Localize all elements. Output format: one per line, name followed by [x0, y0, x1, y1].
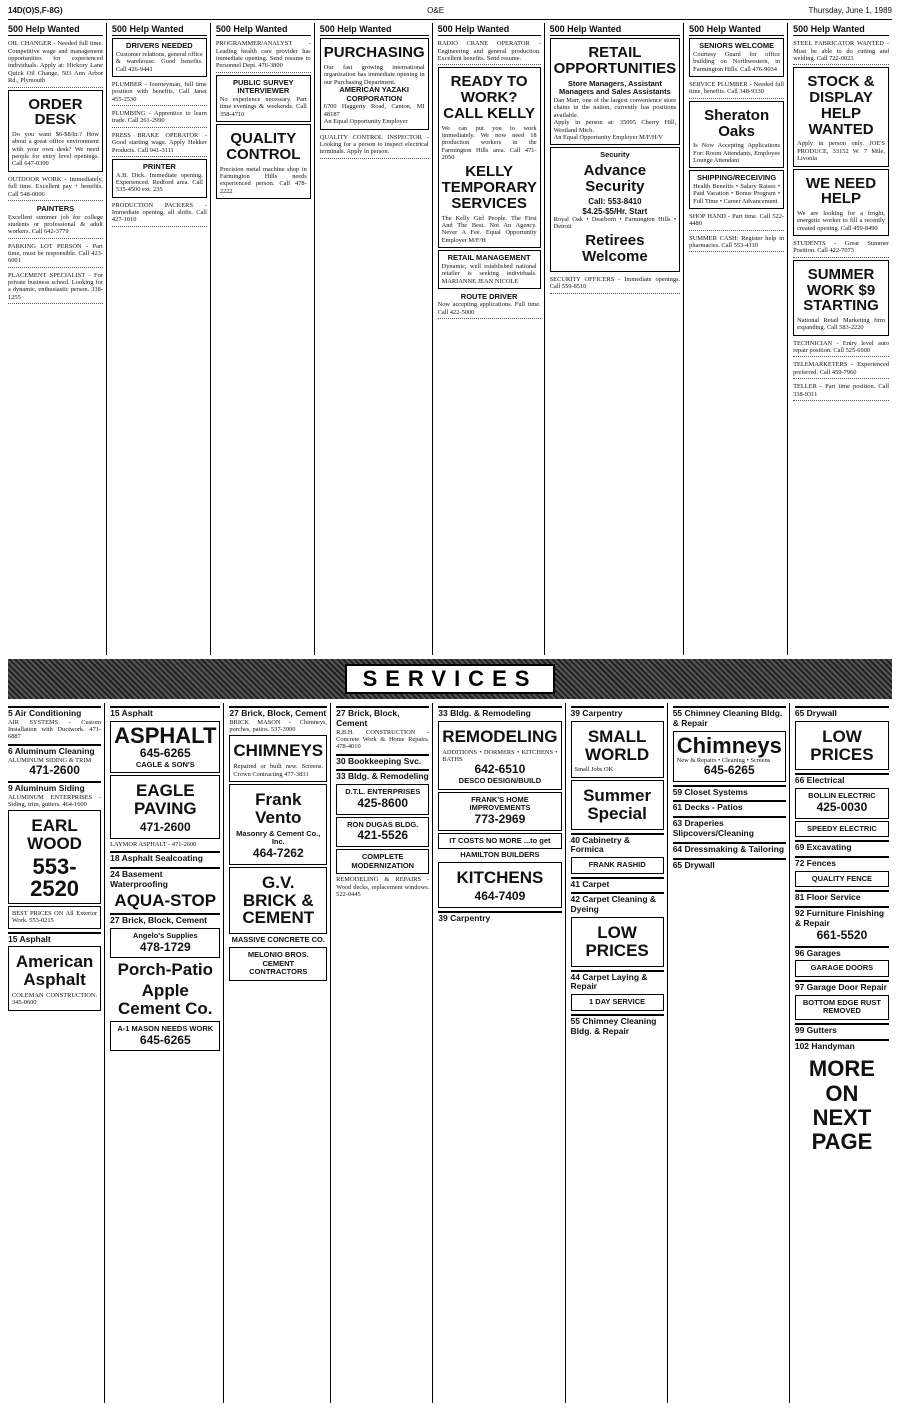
ad-phone: Call: 553-8410 [588, 197, 642, 207]
ad-text: No experience necessary. Part time evenings & weekends. Call 358-4710 [219, 96, 307, 118]
ad-headline: CHIMNEYS [233, 741, 324, 761]
service-category: 27 Brick, Block, Cement [336, 706, 429, 729]
classified-ad [438, 833, 561, 850]
classified-ad [8, 241, 103, 268]
service-category: 59 Closet Systems [673, 785, 786, 798]
ad-headline: Porch-Patio [117, 960, 213, 980]
ad-phone: 425-0030 [816, 799, 868, 814]
ad-text: Dynamic, well established national retailer is seeking individuals. MARIANNE JEAN NICOLE [441, 262, 537, 285]
classified-ad [438, 38, 541, 65]
service-category: 9 Aluminum Siding [8, 781, 101, 794]
ad-text: SUMMER CASH: Register help in pharmacies. Call 553-4110 [689, 234, 785, 250]
issue-date: Thursday, June 1, 1989 [808, 6, 892, 15]
ad-headline: Summer Special [583, 785, 652, 823]
ad-headline: Retirees Welcome [582, 232, 648, 266]
service-category: 92 Furniture Finishing & Repair [795, 906, 889, 929]
ad-text: LAYMOR ASPHALT - 471-2600 [110, 840, 197, 848]
service-category: 15 Asphalt [8, 932, 101, 945]
ad-headline: AQUA-STOP [114, 891, 217, 911]
classified-ad [110, 721, 220, 773]
ad-text: Royal Oak • Dearborn • Farmington Hills • Detroit [553, 215, 677, 231]
classified-ad [438, 721, 561, 790]
ad-title: PAINTERS [36, 203, 75, 213]
classified-ad [216, 124, 311, 199]
service-category: 69 Excavating [795, 840, 889, 853]
classified-ad [438, 250, 541, 289]
ad-text: COLEMAN CONSTRUCTION. 345-0600 [12, 992, 98, 1007]
ad-text: SHOP HAND - Part time. Call 522-4480 [689, 213, 785, 228]
column-header: 500 Help Wanted [550, 23, 681, 36]
ad-headline: SUMMER WORK $9 STARTING [803, 265, 879, 315]
column-header: 500 Help Wanted [438, 23, 541, 36]
ad-text: We can put you to work immediately. We now need 18 production workers in the Farmington Hills area. Call 471-2050 [441, 124, 537, 162]
ad-title: DRIVERS NEEDED [126, 41, 193, 51]
ad-text: Customer relations, general office & warehouse. Good benefits. Call 426-9441 [115, 50, 203, 73]
classified-ad [110, 928, 220, 958]
classified-ad [8, 906, 101, 929]
column-header: 500 Help Wanted [793, 23, 889, 36]
ad-text: PLUMBER - Journeyman, full time position with benefits. Call Janet 455-2530 [111, 81, 207, 103]
classified-ad [793, 338, 889, 358]
ad-headline: WE NEED HELP [806, 174, 877, 208]
classified-ad [689, 79, 784, 99]
ad-headline: RON DUGAS BLDG. [347, 819, 419, 829]
publication-name: O&E [427, 6, 445, 15]
ad-title: SENIORS WELCOME [699, 41, 775, 51]
ad-text: RADIO CRANE OPERATOR - Engineering and general production. Excellent benefits. Send resume. [437, 40, 541, 63]
ad-text: Our fast growing international organization has immediate opening in our Purchasing Department. [323, 64, 425, 86]
services-column-8 [795, 703, 892, 1403]
ad-text: PRODUCTION PACKERS - Immediate opening, all shifts. Call 427-1010 [111, 201, 207, 224]
service-category: 96 Garages [795, 946, 889, 959]
ad-headline: QUALITY CONTROL [226, 130, 301, 163]
ad-text: STUDENTS - Great Summer Position. Call 422-7073 [793, 240, 889, 255]
service-category: 39 Carpentry [438, 911, 561, 924]
classified-ad [571, 780, 664, 830]
ad-title: AMERICAN YAZAKI CORPORATION [339, 85, 409, 103]
ad-phone: 471-2600 [139, 819, 191, 834]
classified-ad [8, 203, 103, 239]
classified-ad [793, 381, 889, 401]
ad-text: BEST PRICES ON All Exterior Work. 553-0215 [12, 909, 98, 925]
service-category: 39 Carpentry [571, 706, 664, 719]
ad-headline: G.V. BRICK & CEMENT [242, 872, 315, 928]
ad-headline: FRANK'S HOME IMPROVEMENTS [469, 794, 531, 813]
ad-phone: 645-6265 [139, 745, 191, 760]
ad-text: ALUMINUM ENTERPRISES - Siding, trim, gutters. 464-1600 [8, 793, 102, 808]
service-category: 97 Garage Door Repair [795, 980, 889, 993]
help-wanted-column-4 [320, 23, 433, 655]
ad-text: PROGRAMMER/ANALYST - Leading health care provider has immediate opening. Send resume to Personnel Dept. 476-3800 [215, 40, 311, 70]
ad-phone: 478-1729 [139, 939, 191, 954]
ad-text: Small Jobs OK [574, 766, 614, 774]
classified-ad [229, 735, 327, 782]
ad-headline: D.T.L. ENTERPRISES [345, 787, 421, 797]
ad-headline: American Asphalt [15, 952, 94, 990]
classified-ad [8, 174, 103, 201]
classified-ad [793, 238, 889, 258]
ad-text: BRICK MASON - Chimneys, porches, patios. 537-3900 [229, 718, 328, 734]
column-header: 500 Help Wanted [320, 23, 429, 36]
classified-ad [795, 721, 889, 771]
classified-ad [795, 871, 889, 888]
classified-ad [112, 108, 207, 128]
ad-text: R.B.H. CONSTRUCTION - Concrete Work & Home Repairs. 478-4010 [336, 728, 430, 751]
ad-phone: 471-2600 [29, 762, 80, 777]
ad-headline: Angelo's Supplies [132, 930, 198, 940]
classified-ad [112, 38, 207, 77]
ad-text: Precision metal machine shop in Farmington Hills needs experienced person. Call 478-2222 [219, 165, 307, 195]
ad-text: National Retail Marketing firm expanding. Call 583-2220 [797, 317, 885, 332]
ad-headline: LOW PRICES [585, 922, 649, 960]
services-column-3 [229, 703, 331, 1403]
ad-text: AIR SYSTEMS - Custom Installation with Ductwork. 471-6887 [8, 718, 102, 741]
classified-ad [438, 291, 541, 319]
ad-text: STEEL FABRICATOR WANTED - Must be able to do cutting and welding. Call 722-0023 [793, 40, 889, 63]
classified-ad [112, 130, 207, 157]
classified-ad [571, 721, 664, 778]
service-category: 5 Air Conditioning [8, 706, 101, 719]
ad-text: Dan Marr, one of the largest convenience store chains in the nation, currently has positions available. [553, 97, 677, 119]
ad-phone: 773-2969 [474, 812, 526, 826]
classified-ad [320, 132, 429, 159]
ad-headline: SMALL WORLD [585, 726, 650, 764]
ad-text: Apply in person at: 35005 Cherry Hill, Westland Mich. [553, 119, 677, 134]
classified-ad [793, 67, 889, 166]
ad-headline: BOLLIN ELECTRIC [808, 791, 876, 801]
service-category: 33 Bldg. & Remodeling [336, 771, 429, 782]
ad-title: DESCO DESIGN/BUILD [458, 776, 542, 786]
ad-headline: Advance Security [583, 161, 647, 195]
ad-text: PARKING LOT PERSON - Part time, must be responsible. Call 423-6001 [8, 242, 103, 265]
ad-text: Do you want $6-$8/hr.? How about a great office environment with your own desk? We need people for entry level openings. Call 647-0300 [12, 131, 99, 168]
classified-ad [795, 788, 889, 818]
services-section [8, 703, 892, 1403]
ad-text: New & Repairs • Cleaning • Screens [676, 756, 771, 764]
ad-headline: BOTTOM EDGE RUST REMOVED [802, 997, 882, 1016]
classified-ad [438, 67, 541, 248]
help-wanted-column-8 [793, 23, 892, 655]
classified-ad [550, 38, 681, 145]
ad-text: 6700 Haggerty Road, Canton, MI 48187 [323, 103, 425, 118]
ad-headline: RETAIL OPPORTUNITIES [553, 44, 677, 78]
ad-headline: Sheraton Oaks [704, 106, 770, 140]
service-category: 65 Drywall [673, 858, 786, 871]
ad-headline: FRANK RASHID [588, 860, 646, 870]
service-category: 102 Handyman [795, 1039, 889, 1052]
column-header: 500 Help Wanted [112, 23, 207, 36]
ad-headline: EAGLE PAVING [133, 781, 197, 819]
service-category: 30 Bookkeeping Svc. [336, 754, 429, 767]
service-category: 41 Carpet [571, 877, 664, 890]
classified-ad [229, 784, 327, 865]
ad-text: Now accepting applications. Full time. Call 422-5000 [437, 301, 541, 316]
ad-headline: STOCK & DISPLAY HELP WANTED [807, 73, 875, 138]
services-column-4 [336, 703, 433, 1403]
ad-title: RETAIL MANAGEMENT [447, 253, 531, 263]
ad-headline: READY TO WORK? CALL KELLY [443, 73, 535, 122]
service-category: 61 Decks - Patios [673, 800, 786, 813]
ad-headline: Apple Cement Co. [118, 981, 213, 1019]
ad-headline: LOW PRICES [810, 726, 874, 764]
ad-headline: EARL WOOD [27, 816, 82, 854]
ad-headline: MELONIO BROS. CEMENT CONTRACTORS [247, 949, 309, 977]
classified-ad [8, 810, 101, 904]
classified-ad [689, 211, 784, 231]
service-category: 66 Electrical [795, 773, 889, 786]
classified-ad [8, 946, 101, 1010]
ad-text: PRESS BRAKE OPERATOR - Good starting wage. Apply Hekker Products. Call 941-3111 [111, 131, 207, 154]
help-wanted-column-2 [112, 23, 211, 655]
service-category: 65 Drywall [795, 706, 889, 719]
ad-phone: 553-2520 [30, 853, 80, 901]
ad-headline: Chimneys [676, 732, 782, 758]
classified-ad [550, 274, 681, 294]
service-category: 63 Draperies Slipcovers/Cleaning [673, 816, 786, 839]
classified-ad [216, 38, 311, 72]
classified-ad [229, 947, 327, 981]
services-column-5 [438, 703, 565, 1403]
ad-title: Security [600, 150, 630, 160]
classified-ad [689, 101, 784, 169]
more-on-next-page: MORE ON NEXT PAGE [808, 1056, 875, 1155]
ad-headline: HAMILTON BUILDERS [460, 850, 540, 860]
ad-phone: 645-6265 [703, 762, 755, 777]
ad-text: SECURITY OFFICERS - Immediate openings. Call 559-8510 [549, 275, 681, 291]
service-category: 55 Chimney Cleaning Bldg. & Repair [673, 706, 786, 729]
ad-text: ADDITIONS • DORMERS • KITCHENS • BATHS [442, 748, 558, 763]
ad-text: Health Benefits • Salary Raises • Paid Vacation • Bonus Program • Full Time • Career Advancement [693, 182, 781, 205]
classified-ad [216, 75, 311, 122]
service-category: 99 Gutters [795, 1023, 889, 1036]
ad-rate: $4.25-$5/Hr. Start [582, 206, 648, 216]
ad-text: A.B. Dick. Immediate opening. Experienced. Redford area. Call 535-4500 ext. 235 [115, 171, 203, 194]
classified-ad [550, 147, 681, 272]
ad-text: Apply in person only. JOE'S PRODUCE, 33152 W. 7 Mile, Livonia [797, 140, 885, 163]
help-wanted-column-6 [550, 23, 685, 655]
service-category: 55 Chimney Cleaning Bldg. & Repair [571, 1014, 664, 1037]
services-column-6 [571, 703, 668, 1403]
classified-ad [673, 731, 786, 782]
ad-text: SERVICE PLUMBER - Needed full time, benefits. Call 348-9330 [689, 81, 785, 96]
ad-title: PUBLIC SURVEY INTERVIEWER [232, 77, 294, 96]
classified-ad [795, 960, 889, 977]
classified-ad [112, 79, 207, 106]
masthead [8, 6, 892, 20]
ad-headline: A-1 MASON NEEDS WORK [117, 1023, 214, 1033]
ad-title: ROUTE DRIVER [460, 291, 518, 301]
classified-ad [689, 233, 784, 253]
classified-ad [8, 270, 103, 304]
classified-ad [110, 775, 220, 838]
ad-text: The Kelly Girl People. The First And The Best. Not An Agency. Never A Fee. Equal Opportunity Employer M/F/H [441, 214, 537, 244]
classified-ad [320, 38, 429, 129]
help-wanted-column-3 [216, 23, 315, 655]
ad-text: Repaired or built new. Screens. Crown Contracting 477-3831 [233, 763, 324, 778]
ad-headline: ASPHALT [114, 722, 217, 748]
classified-ad [438, 792, 561, 831]
ad-phone: 421-5526 [357, 828, 409, 843]
ad-headline: SPEEDY ELECTRIC [806, 823, 877, 833]
classified-ad [571, 917, 664, 967]
service-category: 18 Asphalt Sealcoating [110, 851, 220, 864]
classified-ad [110, 1021, 220, 1051]
classified-ad [229, 867, 327, 935]
service-category: 24 Basement Waterproofing [110, 867, 220, 890]
classified-ad [793, 38, 889, 65]
classified-ad [795, 821, 889, 838]
ad-headline: Frank Vento [255, 790, 302, 827]
section-code: 14D(O)S,F-8G) [8, 6, 63, 15]
classified-ad [336, 784, 429, 814]
classified-ad [438, 862, 561, 908]
ad-headline: QUALITY FENCE [811, 873, 873, 883]
ad-text: ALUMINUM SIDING & TRIM [8, 756, 92, 764]
ad-text: An Equal Opportunity Employer [323, 118, 408, 126]
ad-text: OUTDOOR WORK - Immediately, full time. Excellent pay + benefits. Call 548-0006 [8, 175, 103, 198]
ad-phone: 645-6265 [139, 1032, 191, 1047]
ad-text: TECHNICIAN - Entry level auto repair position. Call 525-6900 [793, 339, 889, 355]
ad-title: Masonry & Cement Co., Inc. [236, 828, 321, 847]
classified-ad [8, 38, 103, 87]
classified-ad [336, 849, 429, 874]
help-wanted-column-5 [438, 23, 545, 655]
ad-title: SHIPPING/RECEIVING [697, 173, 777, 183]
classified-ad [336, 817, 429, 847]
classified-ad [112, 159, 207, 198]
services-banner [8, 659, 892, 699]
ad-text: Is Now Accepting Applications For: Room Attendants, Employee Lounge Attendant [693, 142, 781, 164]
classified-ad [689, 170, 784, 209]
classified-ad [795, 995, 889, 1020]
classified-ad [793, 260, 889, 336]
ad-text: We are looking for a bright, energetic worker to fill a recently created opening. Call 459-8490 [797, 210, 885, 232]
ad-text: OIL CHANGER - Needed full time. Competitive wage and management opportunities for experienced individuals. Apply at: Hickory Lane Quick Oil Change, 503 Ann Arbor Rd., Plymouth [8, 40, 103, 85]
ad-text: TELLER - Part time position. Call 338-9311 [793, 383, 889, 398]
ad-headline: REMODELING [442, 726, 558, 746]
ad-headline: PURCHASING [323, 44, 425, 62]
service-category: 33 Bldg. & Remodeling [438, 706, 561, 719]
ad-headline: MASSIVE CONCRETE CO. [231, 935, 325, 945]
services-column-1 [8, 703, 105, 1403]
ad-headline: ORDER DESK [28, 95, 83, 129]
services-column-2 [110, 703, 224, 1403]
services-banner-title: SERVICES [345, 664, 556, 693]
ad-text: Courtesy Guard for office building on Northwestern, in Farmington Hills. Call 476-9034 [693, 50, 781, 73]
ad-phone: 464-7262 [252, 845, 304, 860]
classified-ad [571, 994, 664, 1011]
ad-title: PRINTER [142, 161, 176, 171]
classified-ad [793, 359, 889, 379]
ad-phone: 425-8600 [357, 795, 409, 810]
classified-ad [793, 169, 889, 237]
service-category: 27 Brick, Block, Cement [229, 708, 327, 718]
ad-headline: KELLY TEMPORARY SERVICES [441, 163, 537, 212]
classified-ad [571, 857, 664, 874]
ad-text: PLUMBING - Apprentice to learn trade. Call 261-2990 [111, 110, 207, 125]
column-header: 500 Help Wanted [216, 23, 311, 36]
ad-headline: IT COSTS NO MORE ...to get [449, 835, 551, 845]
help-wanted-column-7 [689, 23, 788, 655]
ad-text: Excellent summer job for college students or professional & adult workers. Call 642-3779 [8, 213, 103, 236]
ad-text: An Equal Opportunity Employer M/F/H/V [553, 133, 663, 141]
service-category: 27 Brick, Block, Cement [110, 913, 220, 926]
column-header: 500 Help Wanted [8, 23, 103, 36]
ad-phone: 464-7409 [474, 888, 526, 903]
ad-headline: GARAGE DOORS [810, 963, 874, 973]
ad-headline: KITCHENS [456, 868, 544, 888]
service-category: 81 Floor Service [795, 890, 889, 903]
ad-phone: 661-5520 [816, 927, 868, 942]
ad-text: QUALITY CONTROL INSPECTOR - Looking for a person to inspect electrical terminals. Apply in person. [319, 133, 429, 156]
help-wanted-column-1 [8, 23, 107, 655]
ad-title: Store Managers, Assistant Managers and Sales Assistants [558, 78, 671, 97]
services-column-7 [673, 703, 790, 1403]
classified-ad [8, 90, 103, 172]
service-category: 42 Carpet Cleaning & Dyeing [571, 892, 664, 915]
ad-headline: COMPLETE MODERNIZATION [351, 851, 415, 870]
ad-text: PLACEMENT SPECIALIST - For private business school. Looking for a dynamic, enthusiastic person. 338-1255 [8, 271, 103, 301]
service-category: 72 Fences [795, 856, 889, 869]
ad-headline: 1 DAY SERVICE [589, 997, 646, 1007]
ad-text: TELEMARKETERS - Experienced preferred. Call 459-7960 [793, 361, 889, 376]
service-category: 44 Carpet Laying & Repair [571, 970, 664, 993]
service-category: 15 Asphalt [110, 706, 220, 719]
column-header: 500 Help Wanted [689, 23, 784, 36]
ad-phone: 642-6510 [474, 762, 526, 777]
help-wanted-section [8, 23, 892, 655]
ad-title: CAGLE & SON'S [135, 759, 195, 769]
service-category: 64 Dressmaking & Tailoring [672, 843, 785, 854]
service-category: 40 Cabinetry & Formica [571, 833, 664, 856]
classified-ad [112, 200, 207, 227]
ad-text: REMODELING & REPAIRS - Wood decks, replacement windows. 522-0445 [336, 876, 430, 898]
classified-ad [689, 38, 784, 77]
service-category: 6 Aluminum Cleaning [8, 744, 101, 757]
